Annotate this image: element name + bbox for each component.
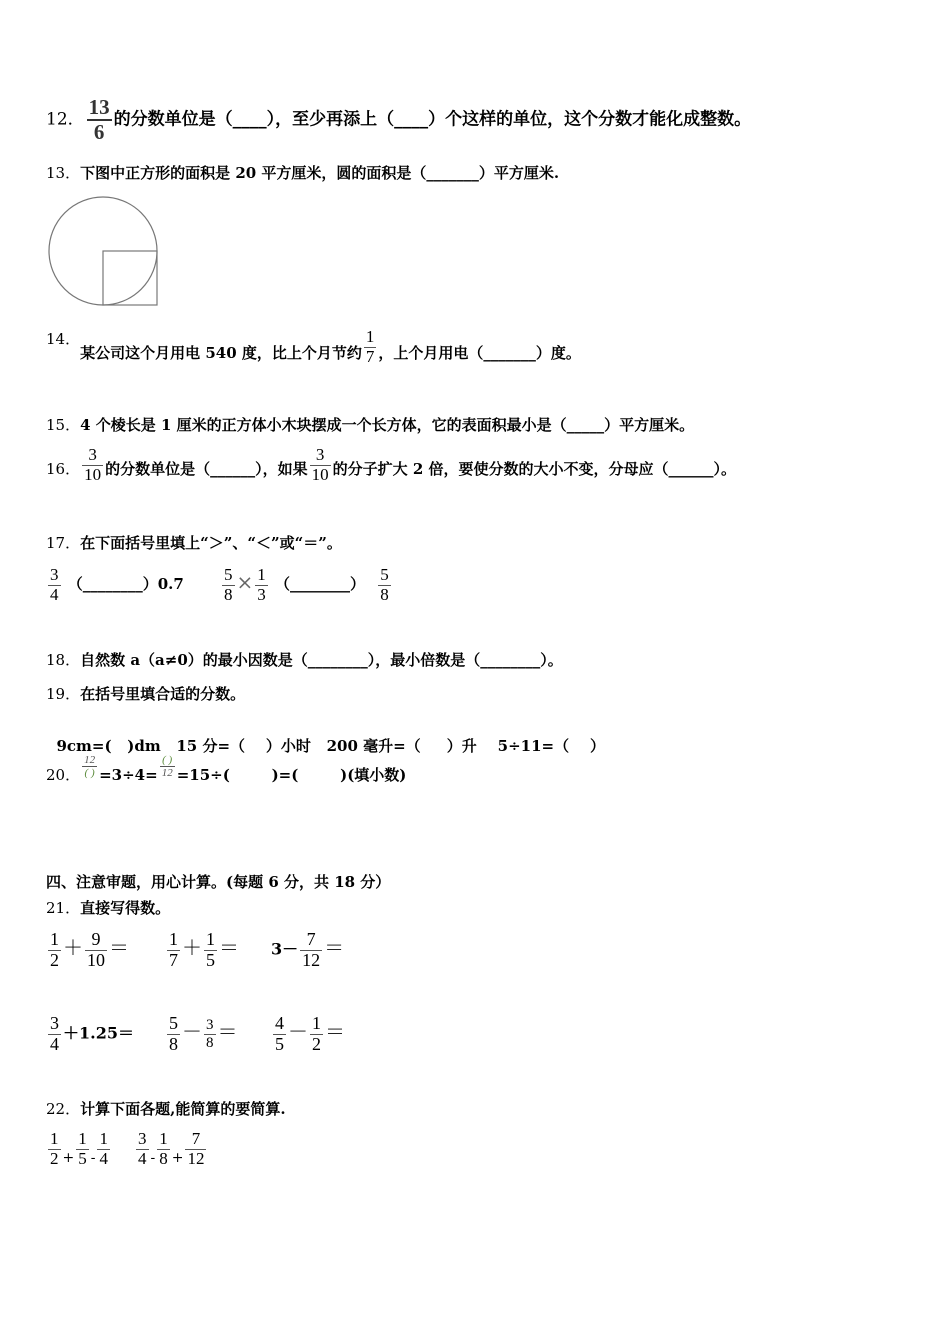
- question-number: 17．: [46, 534, 81, 552]
- question-19-line: [46, 717, 605, 756]
- question-text-2: ，上个月用电（_______）度。: [378, 344, 581, 362]
- circle-square-figure: [46, 194, 164, 310]
- fraction: $\frac{1}{7}$: [169, 929, 178, 970]
- unit-conversion-line: 9cm=( )dm 15 分=（ ）小时 200 毫升=（ ）升 5÷11=（ ）: [56, 737, 606, 755]
- question-text: 计算下面各题,能简算的要简算.: [80, 1100, 286, 1118]
- question-text: 直接写得数。: [80, 899, 171, 917]
- fraction: $\frac{7}{12}$: [302, 929, 321, 970]
- plus-sign: ＋: [182, 935, 202, 960]
- fraction: $\frac{1}{7}$: [365, 327, 375, 366]
- question-14: [46, 328, 581, 366]
- calc-item: [271, 1014, 345, 1055]
- compare-b: [220, 566, 393, 604]
- equals-sign: ＝: [219, 935, 239, 960]
- fraction: $\frac{1}{5}$: [78, 1129, 87, 1168]
- question-number: 21．: [46, 899, 81, 917]
- question-20: [46, 754, 406, 785]
- fraction: $\frac{1}{8}$: [159, 1129, 168, 1168]
- minus-sign: －: [288, 1019, 308, 1044]
- calc-item: [271, 930, 344, 971]
- expression-prefix: 3－: [271, 939, 299, 959]
- answer-blank[interactable]: （________）: [67, 575, 158, 594]
- fraction: $\frac{1}{4}$: [99, 1129, 108, 1168]
- fraction: $\frac{9}{10}$: [87, 929, 105, 970]
- fraction: $\frac{13}{6}$: [88, 95, 110, 145]
- calc-item: [165, 930, 239, 971]
- fraction: $\frac{( )}{12}$: [161, 754, 173, 780]
- fraction: $\frac{3}{8}$: [206, 1017, 214, 1051]
- question-17: [46, 532, 342, 553]
- equals-sign: ＝: [325, 1019, 345, 1044]
- fraction: $\frac{12}{( )}$: [84, 754, 96, 780]
- question-number: 12．: [46, 109, 85, 130]
- equation-mid: =3÷4=: [99, 766, 158, 784]
- question-number: 15．: [46, 416, 81, 434]
- fraction: $\frac{1}{3}$: [257, 565, 266, 604]
- question-13: [46, 162, 559, 183]
- fraction: $\frac{7}{12}$: [187, 1129, 205, 1168]
- calc-expression: [46, 1130, 112, 1168]
- calc-item: [46, 930, 129, 971]
- question-18: [46, 649, 563, 670]
- compare-a: [46, 566, 184, 604]
- operator: -: [90, 1150, 96, 1167]
- fraction: $\frac{3}{10}$: [84, 445, 102, 484]
- question-19: [46, 683, 245, 704]
- equals-sign: ＝: [109, 935, 129, 960]
- calc-item: [165, 1014, 238, 1055]
- fraction: $\frac{3}{4}$: [50, 1013, 59, 1054]
- equals-sign: ＝: [324, 935, 345, 960]
- question-text: 在括号里填合适的分数。: [80, 685, 246, 703]
- fraction: $\frac{3}{10}$: [311, 445, 329, 484]
- operator: +: [171, 1150, 184, 1167]
- fraction: $\frac{3}{4}$: [50, 565, 59, 604]
- question-text: 的分数单位是（____），至少再添上（____）个这样的单位，这个分数才能化成整数。: [113, 109, 752, 130]
- question-16: [46, 446, 736, 484]
- fraction: $\frac{1}{5}$: [206, 929, 215, 970]
- question-text: 下图中正方形的面积是 20 平方厘米，圆的面积是（_______）平方厘米.: [80, 164, 560, 182]
- compare-value: 0.7: [157, 575, 184, 594]
- question-12: [46, 96, 751, 144]
- question-number: 14．: [46, 330, 81, 348]
- calc-expression: [134, 1130, 208, 1168]
- question-text: 自然数 a（a≠0）的最小因数是（________），最小倍数是（________）。: [80, 651, 563, 669]
- question-21: [46, 897, 170, 918]
- equals-sign: ＝: [217, 1019, 238, 1044]
- fraction: $\frac{5}{8}$: [380, 565, 389, 604]
- question-text: 的分数单位是（______），如果: [105, 460, 308, 478]
- question-text: 在下面括号里填上“＞”、“＜”或“＝”。: [80, 534, 342, 552]
- question-number: 19．: [46, 685, 81, 703]
- question-text-2: 的分子扩大 2 倍，要使分数的大小不变，分母应（______）。: [332, 460, 736, 478]
- question-number: 13．: [46, 164, 81, 182]
- fraction: $\frac{5}{8}$: [224, 565, 233, 604]
- equation-tail: =15÷( )=( )(填小数): [176, 766, 407, 784]
- question-number: 16．: [46, 460, 81, 478]
- times-sign: ×: [236, 570, 254, 595]
- fraction: $\frac{5}{8}$: [169, 1013, 178, 1054]
- question-number: 18．: [46, 651, 81, 669]
- question-text: 某公司这个月用电 540 度，比上个月节约: [80, 344, 362, 362]
- answer-blank[interactable]: （________）: [275, 575, 366, 594]
- minus-sign: －: [182, 1019, 202, 1044]
- operator: +: [62, 1150, 75, 1167]
- question-22: [46, 1098, 286, 1119]
- operator: -: [150, 1150, 156, 1167]
- question-number: 22．: [46, 1100, 81, 1118]
- fraction: $\frac{4}{5}$: [275, 1013, 284, 1054]
- fraction: $\frac{3}{4}$: [138, 1129, 147, 1168]
- expression-tail: ＋1.25＝: [63, 1023, 134, 1043]
- question-text: 4 个棱长是 1 厘米的正方体小木块摆成一个长方体，它的表面积最小是（_____）平方厘米。: [80, 416, 695, 434]
- fraction: $\frac{1}{2}$: [50, 929, 59, 970]
- question-15: [46, 414, 694, 435]
- fraction: $\frac{1}{2}$: [312, 1013, 321, 1054]
- fraction: $\frac{1}{2}$: [50, 1129, 59, 1168]
- plus-sign: ＋: [63, 935, 83, 960]
- section-heading: 四、注意审题，用心计算。(每题 6 分，共 18 分）: [46, 873, 391, 891]
- calc-item: [46, 1014, 134, 1055]
- question-number: 20．: [46, 766, 81, 784]
